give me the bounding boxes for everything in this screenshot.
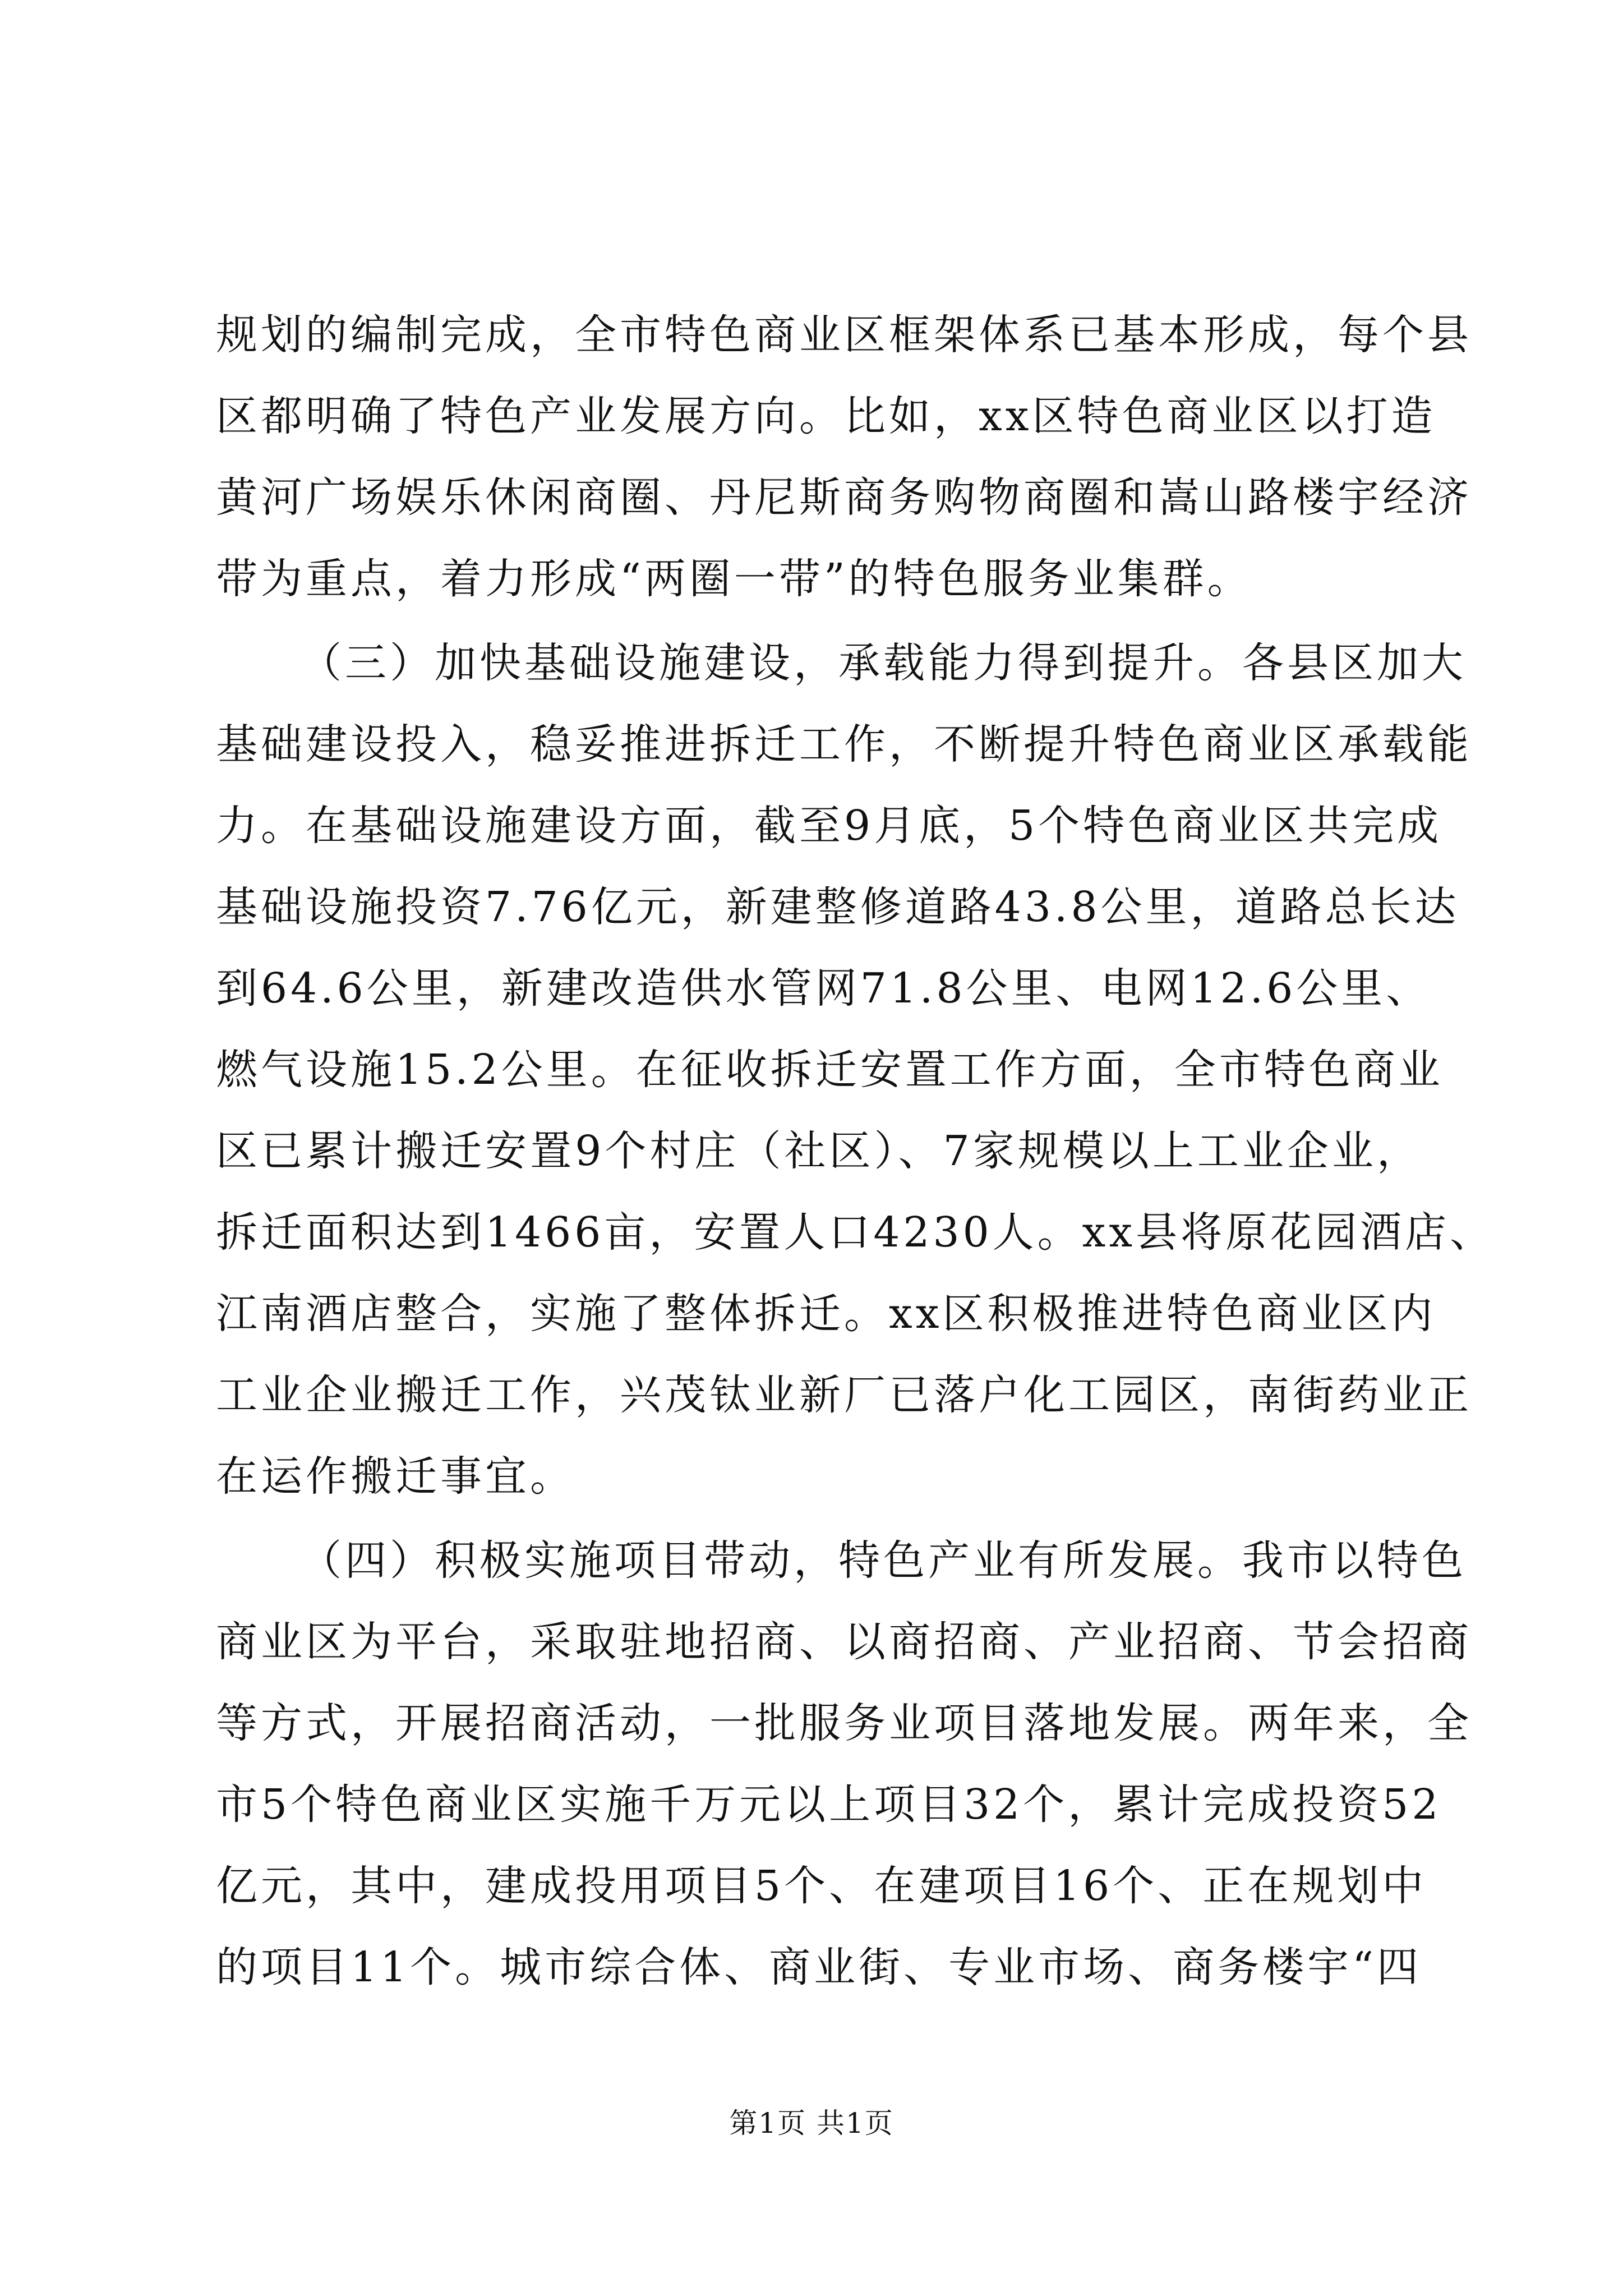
text-line: 燃气设施15.2公里。在征收拆迁安置工作方面，全市特色商业	[216, 1046, 1444, 1094]
text-line: 的项目11个。城市综合体、商业街、专业市场、商务楼宇“四	[216, 1943, 1422, 1991]
text-line: 在运作搬迁事宜。	[216, 1452, 575, 1501]
text-line: 基础设施投资7.76亿元，新建整修道路43.8公里，道路总长达	[216, 883, 1460, 931]
text-line: 江南酒店整合，实施了整体拆迁。xx区积极推进特色商业区内	[216, 1290, 1436, 1338]
text-line: 商业区为平台，采取驻地招商、以商招商、产业招商、节会招商	[216, 1618, 1472, 1666]
text-line: 拆迁面积达到1466亩，安置人口4230人。xx县将原花园酒店、	[216, 1208, 1495, 1257]
text-line: 市5个特色商业区实施千万元以上项目32个，累计完成投资52	[216, 1780, 1442, 1829]
text-line: 基础建设投入，稳妥推进拆迁工作，不断提升特色商业区承载能	[216, 720, 1472, 769]
text-line: 规划的编制完成，全市特色商业区框架体系已基本形成，每个县	[216, 311, 1472, 359]
paragraph-heading-line: （四）积极实施项目带动，特色产业有所发展。我市以特色	[300, 1536, 1467, 1585]
text-line: 区都明确了特色产业发展方向。比如，xx区特色商业区以打造	[216, 392, 1436, 440]
paragraph-heading-line: （三）加快基础设施建设，承载能力得到提升。各县区加大	[300, 639, 1467, 687]
text-line: 工业企业搬迁工作，兴茂钛业新厂已落户化工园区，南街药业正	[216, 1371, 1472, 1419]
text-line: 黄河广场娱乐休闲商圈、丹尼斯商务购物商圈和嵩山路楼宇经济	[216, 473, 1472, 522]
text-line: 带为重点，着力形成“两圈一带”的特色服务业集群。	[216, 555, 1252, 603]
text-line: 到64.6公里，新建改造供水管网71.8公里、电网12.6公里、	[216, 964, 1431, 1013]
page-footer: 第1页 共1页	[729, 2107, 894, 2139]
text-line: 等方式，开展招商活动，一批服务业项目落地发展。两年来，全	[216, 1699, 1472, 1747]
text-line: 亿元，其中，建成投用项目5个、在建项目16个、正在规划中	[216, 1862, 1427, 1910]
text-line: 区已累计搬迁安置9个村庄（社区）、7家规模以上工业企业，	[216, 1127, 1422, 1175]
text-line: 力。在基础设施建设方面，截至9月底，5个特色商业区共完成	[216, 802, 1442, 850]
